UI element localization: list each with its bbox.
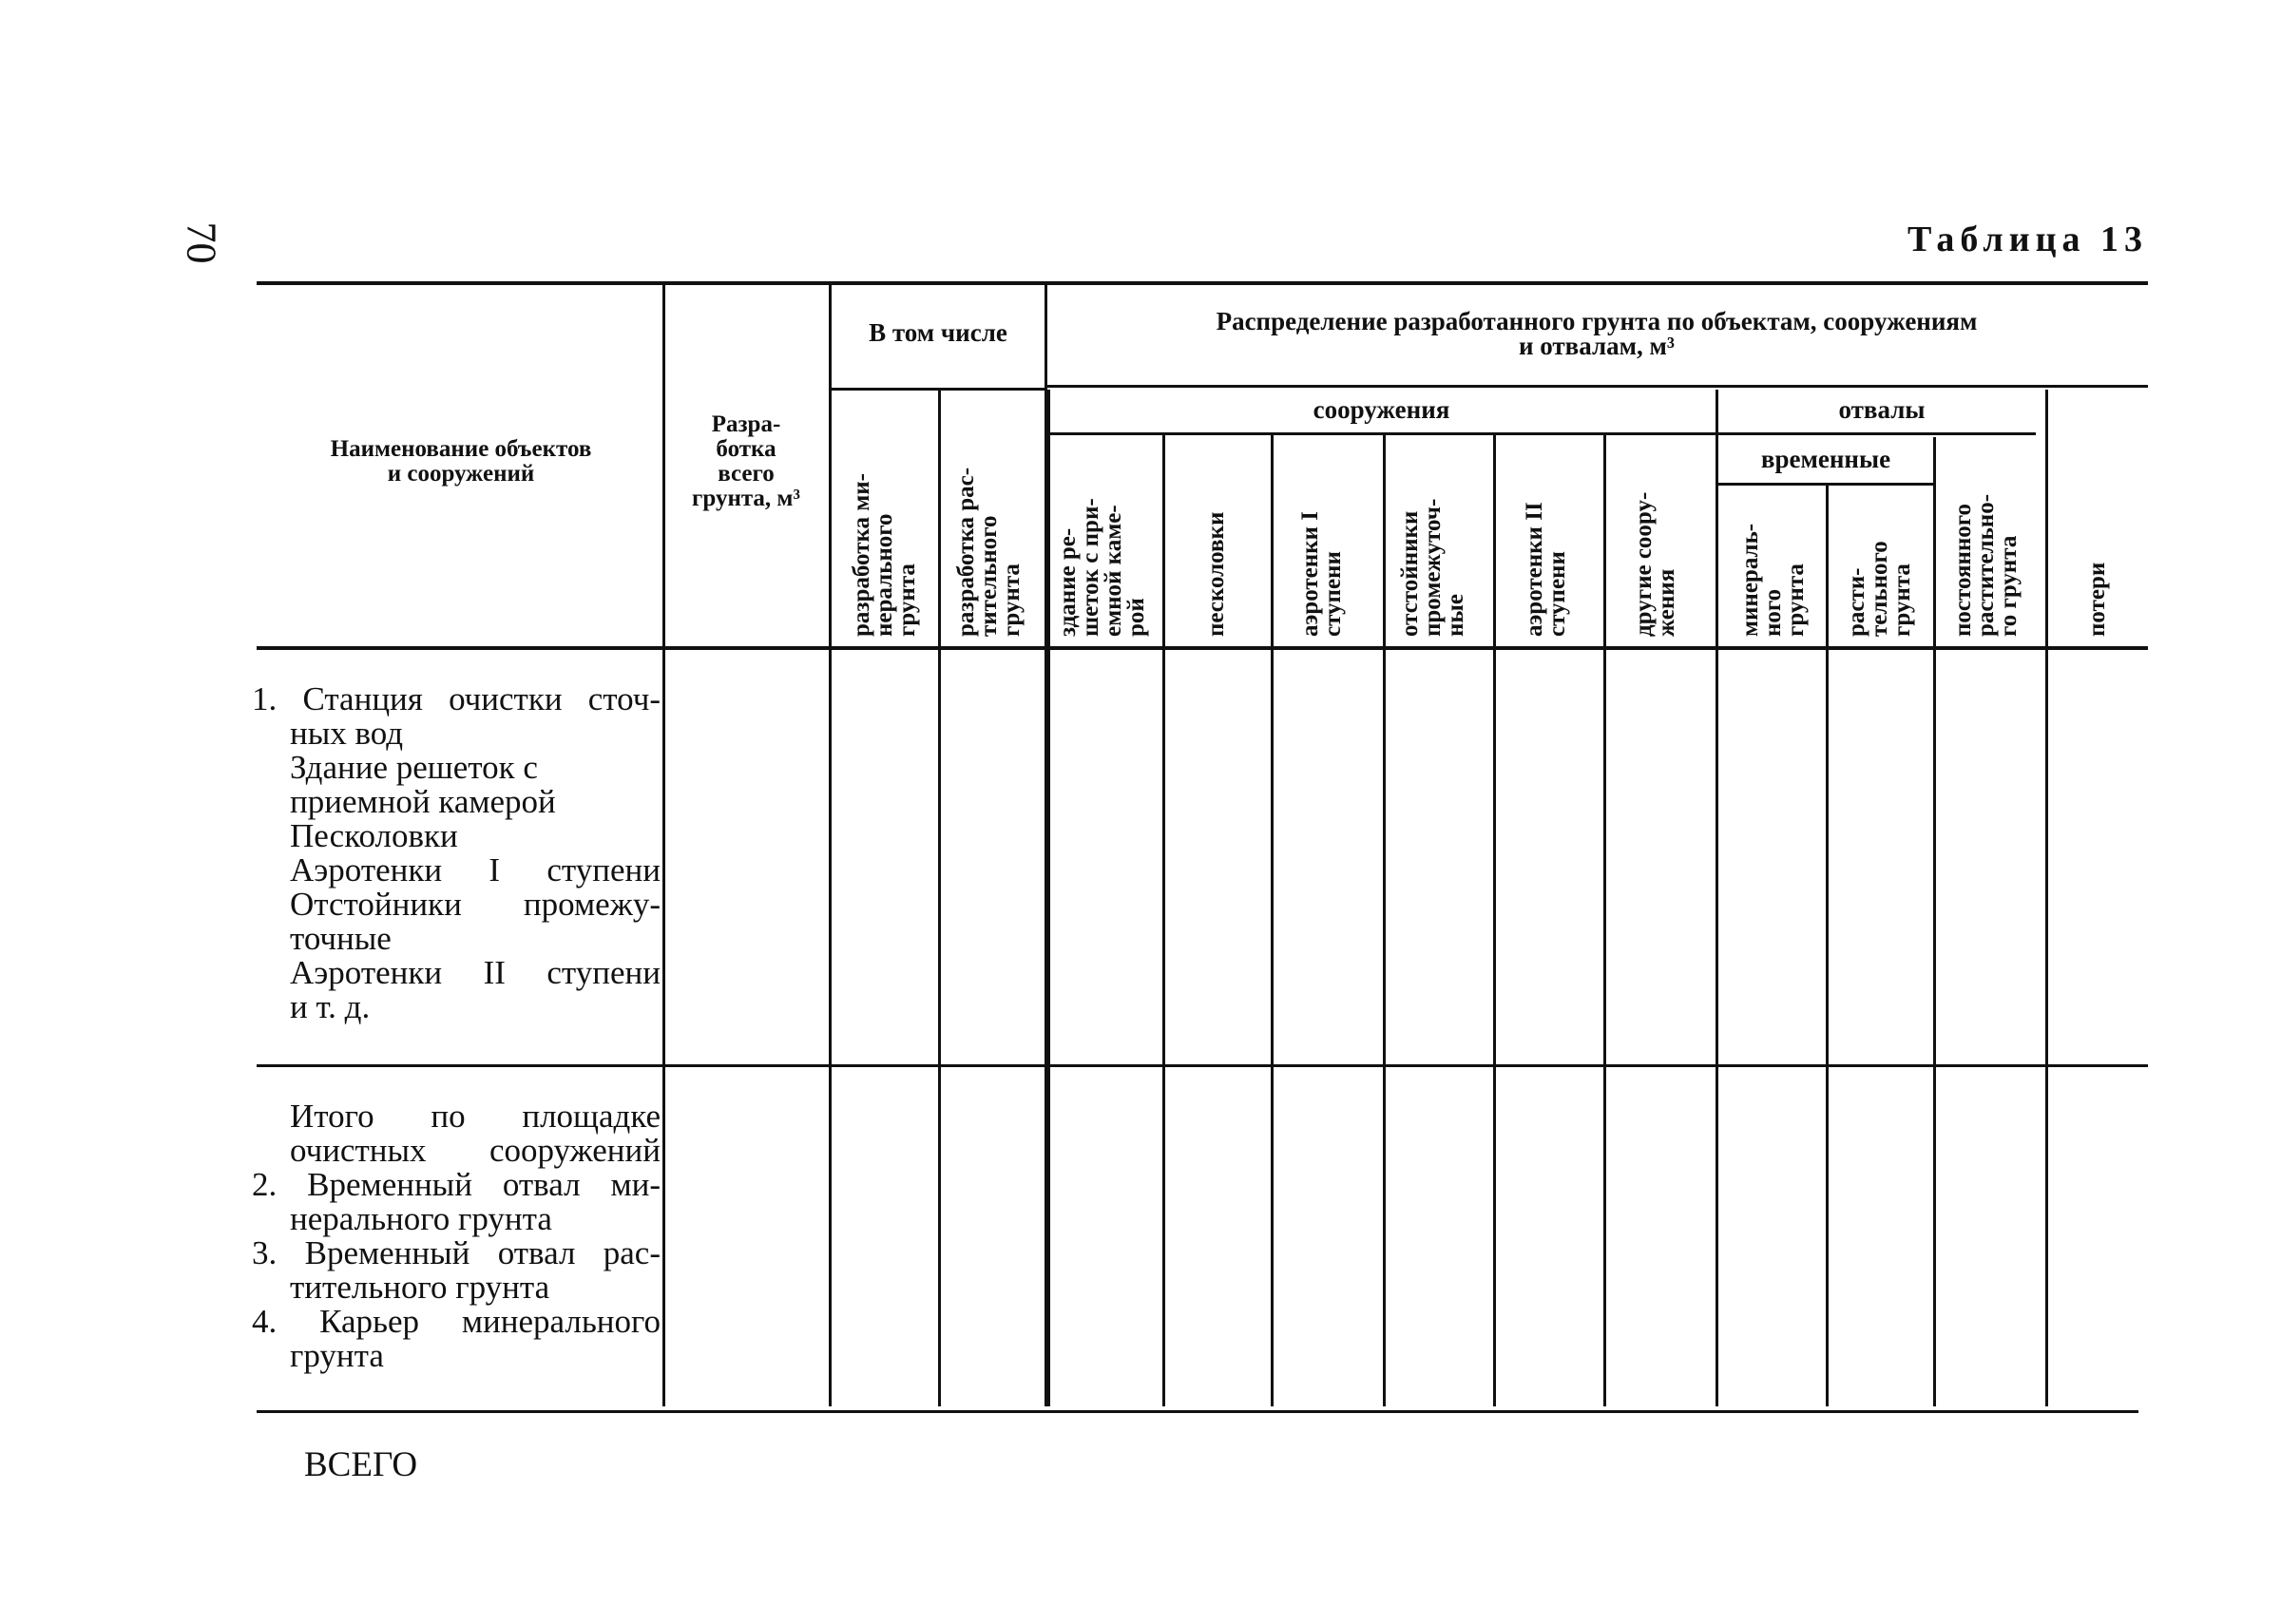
row-label: очистных сооружений — [290, 1132, 661, 1169]
row-label: ных вод — [290, 715, 404, 752]
header-bottom-rule — [257, 646, 2148, 650]
row-label: Итого по площадке — [290, 1098, 661, 1135]
col-line — [1493, 435, 1496, 1406]
rows-block-2 — [252, 1099, 661, 1373]
block2-bottom-rule — [257, 1410, 2138, 1413]
header-including: В том числе — [869, 318, 1007, 347]
header-struct-settlers: отстойники промежуточ- ные — [1397, 498, 1468, 637]
row-label: грунта — [290, 1337, 384, 1374]
header-temp-mineral: минераль- ного грунта — [1737, 523, 1809, 637]
distribution-rule — [1045, 385, 2148, 388]
row-label: Отстойники промежу- — [290, 886, 661, 923]
header-dumps: отвалы — [1838, 395, 1926, 424]
header-struct-aerotanks-1: аэротенки I ступени — [1297, 511, 1346, 637]
total-label: ВСЕГО — [304, 1445, 418, 1484]
row-label: точные — [290, 920, 392, 957]
header-struct-other: другие соору- жения — [1631, 491, 1679, 637]
row-label: Песколовки — [290, 817, 458, 854]
header-permanent-vegetal: постоянного растительно- го грунта — [1950, 493, 2022, 637]
rows-block-1 — [252, 682, 661, 1024]
structures-rule — [1047, 432, 1716, 435]
row-label: 3. Временный отвал рас- — [252, 1234, 661, 1271]
col-line — [829, 285, 832, 1406]
table-title: Таблица 13 — [1907, 220, 2148, 259]
row-label: 2. Временный отвал ми- — [252, 1166, 661, 1203]
header-struct-aerotanks-2: аэротенки II ступени — [1522, 502, 1570, 637]
col-line — [1933, 437, 1936, 1406]
header-incl-vegetal: разработка рас- тительного грунта — [953, 467, 1025, 637]
table-top-rule — [257, 281, 2148, 285]
header-distribution: Распределение разработанного грунта по объектам, сооружениям и отвалам, м³ — [1216, 307, 1978, 360]
row-label: Аэротенки I ступени — [290, 851, 661, 888]
col-line — [1603, 435, 1606, 1406]
header-temp-vegetal: расти- тельного грунта — [1844, 541, 1915, 637]
dumps-rule — [1718, 432, 2036, 435]
header-temporary: временные — [1760, 445, 1891, 473]
row-label: Здание решеток с — [290, 749, 538, 786]
col-line — [1162, 435, 1165, 1406]
row-label: Аэротенки II ступени — [290, 954, 661, 991]
header-struct-grates: здание ре- шеток с при- емной каме- рой — [1055, 498, 1149, 637]
row-label: 1. Станция очистки сточ- — [252, 680, 661, 717]
col-line — [1271, 435, 1274, 1406]
row-label: тительного грунта — [290, 1269, 550, 1306]
header-excavation-total: Разра- ботка всего грунта, м³ — [692, 411, 800, 511]
header-structures: сооружения — [1313, 395, 1450, 424]
row-label: приемной камерой — [290, 783, 556, 820]
col-line — [1716, 390, 1718, 1406]
row-label: нерального грунта — [290, 1200, 552, 1237]
col-line — [1826, 486, 1829, 1406]
row-label: 4. Карьер минерального — [252, 1303, 661, 1340]
header-name-column: Наименование объектов и сооружений — [330, 436, 592, 487]
col-line — [2045, 390, 2048, 1406]
col-line — [1383, 435, 1386, 1406]
col-line — [1047, 390, 1050, 1406]
col-line — [938, 390, 941, 1406]
page-number: 70 — [178, 221, 225, 264]
block1-bottom-rule — [257, 1064, 2148, 1067]
row-label: и т. д. — [290, 988, 371, 1025]
header-incl-mineral: разработка ми- нерального грунта — [849, 472, 920, 637]
header-struct-sand-traps: песколовки — [1203, 511, 1229, 637]
header-losses: потери — [2084, 562, 2110, 637]
